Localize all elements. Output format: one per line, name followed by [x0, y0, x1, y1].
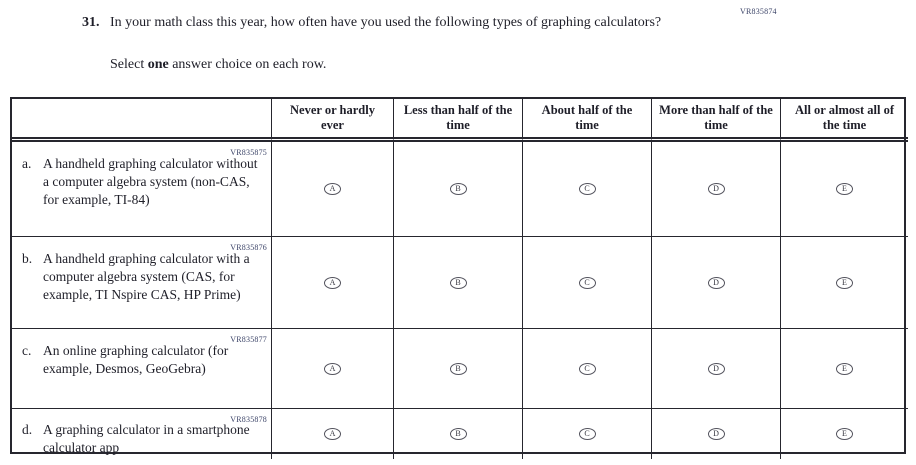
instruction-bold-word: one — [147, 57, 169, 72]
row-c-letter: c. — [22, 343, 32, 358]
question-number: 31. — [82, 15, 100, 30]
column-header-never: Never or hardly ever — [272, 99, 394, 142]
row-b-option-cell-A — [272, 237, 394, 329]
answer-bubble-c-C[interactable]: C — [579, 363, 596, 375]
row-a-letter: a. — [22, 156, 32, 171]
row-b-option-cell-C — [523, 237, 652, 329]
row-c-item — [22, 342, 263, 378]
header-empty-cell — [12, 99, 272, 142]
row-a-option-cell-A — [272, 142, 394, 237]
row-d-option-cell-D — [652, 409, 781, 459]
row-d-label-cell — [12, 409, 272, 459]
row-d-text: A graphing calculator in a smartphone calculator app — [43, 422, 250, 455]
instruction-prefix: Select — [110, 57, 148, 72]
answer-grid-table — [10, 97, 906, 454]
row-c-code: VR835877 — [230, 335, 267, 344]
question-text: In your math class this year, how often have you used the following types of graphing calculators? — [110, 15, 662, 30]
row-d-code: VR835878 — [230, 415, 267, 424]
row-c-option-cell-E — [781, 329, 908, 409]
row-d-option-cell-B — [394, 409, 523, 459]
answer-bubble-a-C[interactable]: C — [579, 183, 596, 195]
instruction-text — [110, 57, 326, 73]
row-c-text: An online graphing calculator (for example, Desmos, GeoGebra) — [43, 343, 229, 376]
row-a-option-cell-E — [781, 142, 908, 237]
row-a-option-cell-D — [652, 142, 781, 237]
answer-bubble-c-B[interactable]: B — [450, 363, 467, 375]
row-b-code: VR835876 — [230, 243, 267, 252]
row-b-label-cell — [12, 237, 272, 329]
instruction-suffix: answer choice on each row. — [168, 57, 327, 72]
answer-bubble-d-D[interactable]: D — [708, 428, 725, 440]
answer-bubble-d-E[interactable]: E — [836, 428, 853, 440]
row-d-option-cell-C — [523, 409, 652, 459]
row-a-label-cell — [12, 142, 272, 237]
row-d-letter: d. — [22, 422, 33, 437]
row-b-text: A handheld graphing calculator with a computer algebra system (CAS, for example, TI Nspire CAS, HP Prime) — [43, 251, 250, 302]
answer-bubble-d-A[interactable]: A — [324, 428, 341, 440]
row-b-option-cell-D — [652, 237, 781, 329]
row-c-option-cell-D — [652, 329, 781, 409]
row-d-option-cell-A — [272, 409, 394, 459]
row-b-option-cell-B — [394, 237, 523, 329]
row-b-item — [22, 250, 263, 304]
answer-bubble-d-C[interactable]: C — [579, 428, 596, 440]
row-b-option-cell-E — [781, 237, 908, 329]
row-b-letter: b. — [22, 251, 33, 266]
answer-bubble-c-A[interactable]: A — [324, 363, 341, 375]
answer-bubble-a-D[interactable]: D — [708, 183, 725, 195]
form-code: VR835874 — [740, 7, 777, 16]
answer-bubble-a-A[interactable]: A — [324, 183, 341, 195]
row-a-option-cell-B — [394, 142, 523, 237]
row-a-option-cell-C — [523, 142, 652, 237]
answer-bubble-b-A[interactable]: A — [324, 277, 341, 289]
answer-bubble-b-B[interactable]: B — [450, 277, 467, 289]
column-header-all: All or almost all of the time — [781, 99, 908, 142]
answer-bubble-d-B[interactable]: B — [450, 428, 467, 440]
row-a-item — [22, 155, 263, 209]
answer-bubble-c-E[interactable]: E — [836, 363, 853, 375]
row-c-option-cell-C — [523, 329, 652, 409]
answer-bubble-b-D[interactable]: D — [708, 277, 725, 289]
row-c-label-cell — [12, 329, 272, 409]
answer-bubble-b-C[interactable]: C — [579, 277, 596, 289]
column-header-less-than-half: Less than half of the time — [394, 99, 523, 142]
answer-bubble-b-E[interactable]: E — [836, 277, 853, 289]
column-header-more-than-half: More than half of the time — [652, 99, 781, 142]
question-block — [82, 13, 722, 32]
answer-bubble-a-B[interactable]: B — [450, 183, 467, 195]
answer-bubble-a-E[interactable]: E — [836, 183, 853, 195]
row-d-item — [22, 421, 263, 457]
row-c-option-cell-B — [394, 329, 523, 409]
column-header-about-half: About half of the time — [523, 99, 652, 142]
row-a-text: A handheld graphing calculator without a computer algebra system (non-CAS, for example, TI-84) — [43, 156, 258, 207]
row-c-option-cell-A — [272, 329, 394, 409]
row-a-code: VR835875 — [230, 148, 267, 157]
row-d-option-cell-E — [781, 409, 908, 459]
answer-bubble-c-D[interactable]: D — [708, 363, 725, 375]
